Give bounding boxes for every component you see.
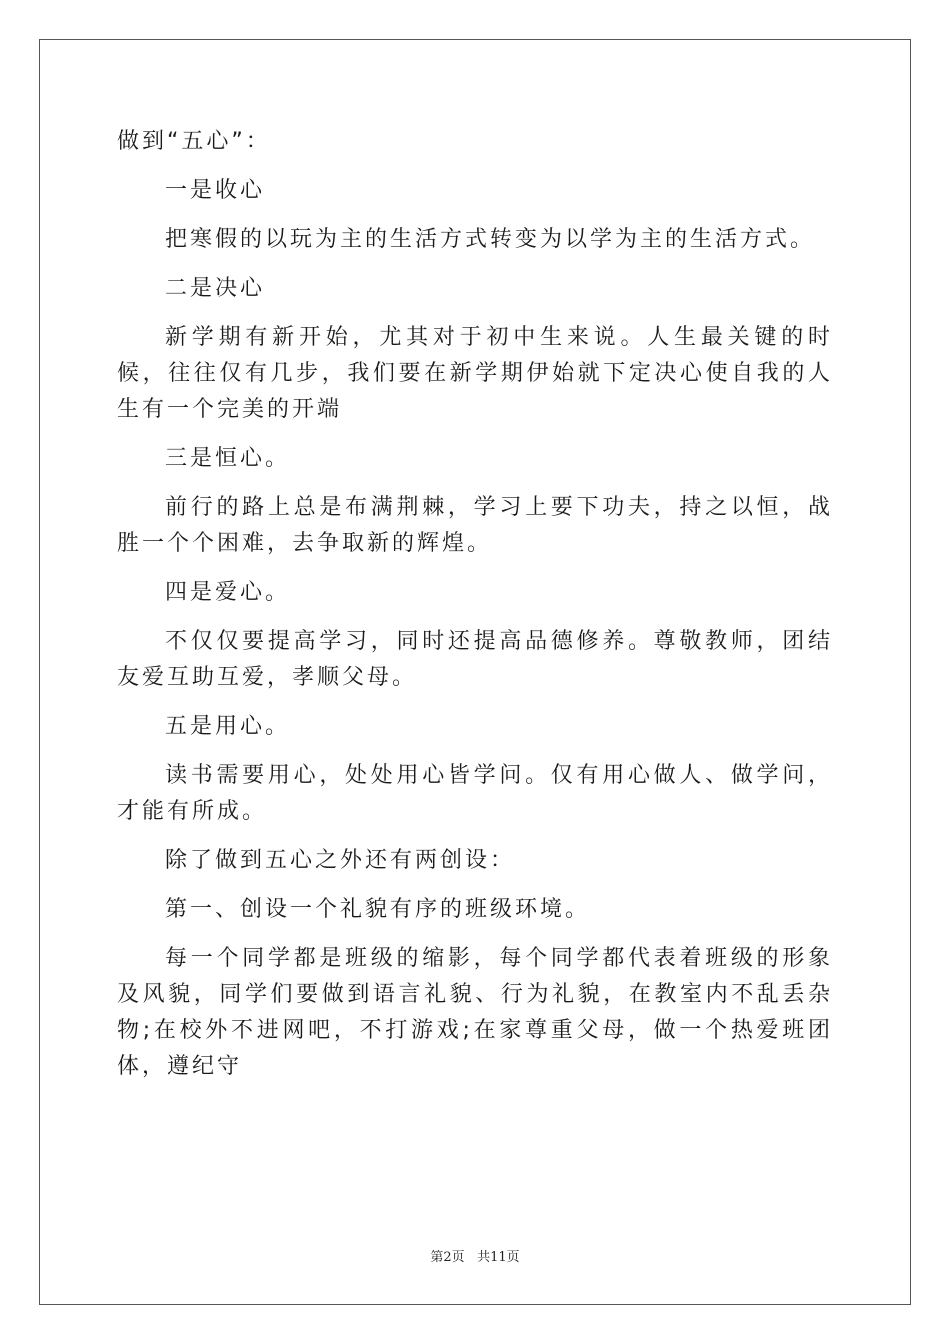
paragraph: 四是爱心。 <box>165 580 291 605</box>
page-footer <box>0 1246 950 1265</box>
paragraph: 新学期有新开始，尤其对于初中生来说。人生最关键的时候，往往仅有几步，我们要在新学期伊始就下定决心使自我的人生有一个完美的开端 <box>117 325 833 422</box>
document-body <box>117 124 833 1098</box>
paragraph: 五是用心。 <box>165 714 291 739</box>
paragraph: 第一、创设一个礼貌有序的班级环境。 <box>165 897 591 922</box>
paragraph: 一是收心 <box>165 178 266 203</box>
page-total: 共11页 <box>477 1250 520 1265</box>
paragraph: 二是决心 <box>165 276 266 301</box>
page-number: 第2页 <box>430 1250 465 1265</box>
paragraph: 读书需要用心，处处用心皆学问。仅有用心做人、做学问，才能有所成。 <box>117 763 833 824</box>
paragraph: 前行的路上总是布满荆棘，学习上要下功夫，持之以恒，战胜一个个困难，去争取新的辉煌。 <box>117 495 833 556</box>
paragraph: 把寒假的以玩为主的生活方式转变为以学为主的生活方式。 <box>165 227 816 252</box>
paragraph-heading: 做到“五心”： <box>117 129 271 154</box>
paragraph: 除了做到五心之外还有两创设： <box>165 848 516 873</box>
paragraph: 三是恒心。 <box>165 446 291 471</box>
paragraph: 不仅仅要提高学习，同时还提高品德修养。尊敬教师，团结友爱互助互爱，孝顺父母。 <box>117 629 833 690</box>
paragraph: 每一个同学都是班级的缩影，每个同学都代表着班级的形象及风貌，同学们要做到语言礼貌、行为礼貌，在教室内不乱丢杂物;在校外不进网吧，不打游戏;在家尊重父母，做一个热爱班团体，遵纪守 <box>117 946 833 1079</box>
